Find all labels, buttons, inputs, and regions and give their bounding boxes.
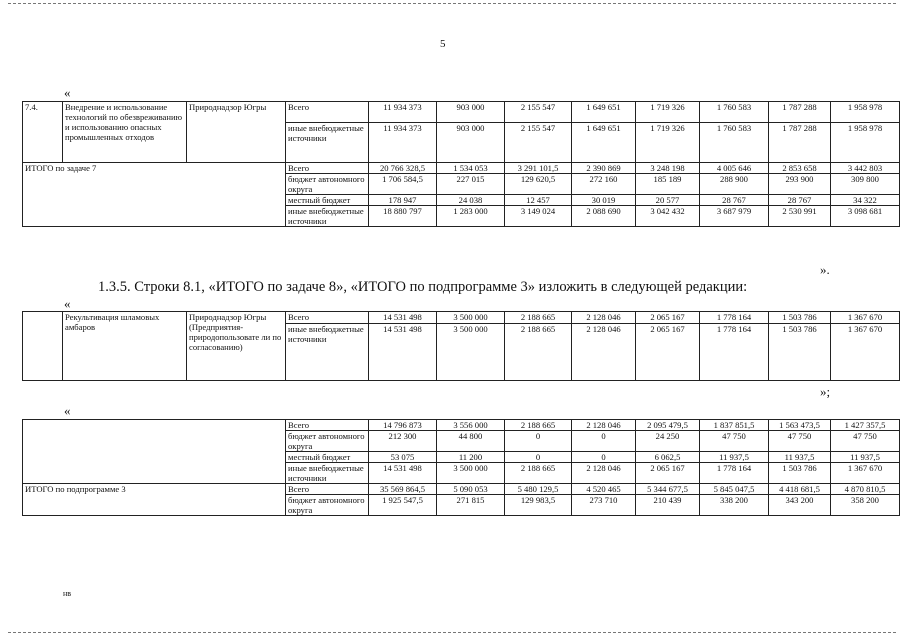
- value-cell: 5 845 047,5: [700, 484, 769, 495]
- value-cell: 1 503 786: [769, 463, 831, 484]
- value-cell: 0: [572, 452, 636, 463]
- value-cell: 2 088 690: [572, 206, 636, 227]
- value-cell: 1 534 053: [437, 163, 505, 174]
- value-cell: 2 128 046: [572, 324, 636, 381]
- value-cell: 2 128 046: [572, 312, 636, 324]
- total-title: ИТОГО по задаче 7: [23, 163, 286, 227]
- funding-source-label: иные внебюджетные источники: [286, 324, 369, 381]
- value-cell: 129 620,5: [505, 174, 572, 195]
- value-cell: 1 367 670: [831, 324, 900, 381]
- value-cell: 34 322: [831, 195, 900, 206]
- value-cell: 3 042 432: [636, 206, 700, 227]
- value-cell: 2 155 547: [505, 122, 572, 162]
- value-cell: 47 750: [700, 431, 769, 452]
- value-cell: 1 706 584,5: [369, 174, 437, 195]
- value-cell: 1 283 000: [437, 206, 505, 227]
- close-quote-1: ».: [820, 262, 830, 277]
- value-cell: 3 500 000: [437, 324, 505, 381]
- table-row: [23, 102, 900, 123]
- page-number: 5: [440, 38, 446, 50]
- value-cell: 3 291 101,5: [505, 163, 572, 174]
- value-cell: 11 937,5: [831, 452, 900, 463]
- value-cell: 3 500 000: [437, 463, 505, 484]
- value-cell: 11 934 373: [369, 102, 437, 123]
- funding-source-label: местный бюджет: [286, 452, 369, 463]
- table-row: [23, 484, 900, 495]
- value-cell: 47 750: [769, 431, 831, 452]
- value-cell: 0: [505, 431, 572, 452]
- funding-source-label: Всего: [286, 102, 369, 123]
- total-title: ИТОГО по подпрограмме 3: [23, 484, 286, 516]
- funding-source-label: Всего: [286, 163, 369, 174]
- value-cell: 2 188 665: [505, 463, 572, 484]
- section-heading: 1.3.5. Строки 8.1, «ИТОГО по задаче 8», «ИТОГО по подпрограмме 3» изложить в следующей редакции:: [98, 279, 748, 295]
- value-cell: 30 019: [572, 195, 636, 206]
- value-cell: 2 188 665: [505, 312, 572, 324]
- value-cell: 4 005 646: [700, 163, 769, 174]
- value-cell: 271 815: [437, 495, 505, 516]
- value-cell: 14 531 498: [369, 312, 437, 324]
- funding-source-label: бюджет автономного округа: [286, 174, 369, 195]
- value-cell: 4 870 810,5: [831, 484, 900, 495]
- value-cell: 1 760 583: [700, 122, 769, 162]
- value-cell: 18 880 797: [369, 206, 437, 227]
- value-cell: 1 778 164: [700, 312, 769, 324]
- value-cell: 343 200: [769, 495, 831, 516]
- value-cell: 288 900: [700, 174, 769, 195]
- value-cell: 1 367 670: [831, 312, 900, 324]
- footer-mark: нв: [63, 589, 72, 598]
- value-cell: 2 530 991: [769, 206, 831, 227]
- value-cell: 11 934 373: [369, 122, 437, 162]
- value-cell: 3 687 979: [700, 206, 769, 227]
- value-cell: 1 427 357,5: [831, 420, 900, 431]
- value-cell: 2 095 479,5: [636, 420, 700, 431]
- funding-source-label: местный бюджет: [286, 195, 369, 206]
- activity-name: Внедрение и использование технологий по обезвреживанию и использованию опасных промышленных отходов: [63, 102, 187, 163]
- table-row: [23, 163, 900, 174]
- value-cell: 1 719 326: [636, 102, 700, 123]
- value-cell: 358 200: [831, 495, 900, 516]
- value-cell: 2 065 167: [636, 312, 700, 324]
- open-quote-3: «: [64, 403, 71, 418]
- value-cell: 1 778 164: [700, 463, 769, 484]
- value-cell: 227 015: [437, 174, 505, 195]
- value-cell: 0: [572, 431, 636, 452]
- value-cell: 1 787 288: [769, 102, 831, 123]
- value-cell: 11 937,5: [769, 452, 831, 463]
- value-cell: 20 577: [636, 195, 700, 206]
- value-cell: 1 649 651: [572, 102, 636, 123]
- value-cell: 5 344 677,5: [636, 484, 700, 495]
- value-cell: 1 837 851,5: [700, 420, 769, 431]
- value-cell: 3 248 198: [636, 163, 700, 174]
- value-cell: 47 750: [831, 431, 900, 452]
- value-cell: 11 200: [437, 452, 505, 463]
- value-cell: 5 480 129,5: [505, 484, 572, 495]
- value-cell: 12 457: [505, 195, 572, 206]
- funding-source-label: иные внебюджетные источники: [286, 463, 369, 484]
- value-cell: 1 367 670: [831, 463, 900, 484]
- open-quote-2: «: [64, 296, 71, 311]
- value-cell: 1 778 164: [700, 324, 769, 381]
- value-cell: 1 503 786: [769, 312, 831, 324]
- value-cell: 2 065 167: [636, 463, 700, 484]
- value-cell: 3 500 000: [437, 312, 505, 324]
- value-cell: 35 569 864,5: [369, 484, 437, 495]
- total-title: [23, 420, 286, 484]
- value-cell: 1 787 288: [769, 122, 831, 162]
- value-cell: 1 925 547,5: [369, 495, 437, 516]
- value-cell: 14 531 498: [369, 463, 437, 484]
- value-cell: 1 760 583: [700, 102, 769, 123]
- value-cell: 903 000: [437, 102, 505, 123]
- value-cell: 11 937,5: [700, 452, 769, 463]
- table-reclamation: [22, 311, 900, 381]
- value-cell: 129 983,5: [505, 495, 572, 516]
- value-cell: 273 710: [572, 495, 636, 516]
- value-cell: 6 062,5: [636, 452, 700, 463]
- row-number: [23, 312, 63, 381]
- value-cell: 2 853 658: [769, 163, 831, 174]
- value-cell: 185 189: [636, 174, 700, 195]
- value-cell: 293 900: [769, 174, 831, 195]
- value-cell: 3 442 803: [831, 163, 900, 174]
- value-cell: 1 563 473,5: [769, 420, 831, 431]
- value-cell: 28 767: [700, 195, 769, 206]
- value-cell: 4 418 681,5: [769, 484, 831, 495]
- funding-source-label: Всего: [286, 420, 369, 431]
- value-cell: 53 075: [369, 452, 437, 463]
- value-cell: 309 800: [831, 174, 900, 195]
- value-cell: 210 439: [636, 495, 700, 516]
- value-cell: 14 531 498: [369, 324, 437, 381]
- funding-source-label: бюджет автономного округа: [286, 431, 369, 452]
- close-quote-2: »;: [820, 384, 831, 399]
- funding-source-label: иные внебюджетные источники: [286, 122, 369, 162]
- value-cell: 338 200: [700, 495, 769, 516]
- table-totals: [22, 419, 900, 516]
- table-task7: [22, 101, 900, 227]
- executor: Природнадзор Югры (Предприятия-природопользовате ли по согласованию): [187, 312, 286, 381]
- value-cell: 2 155 547: [505, 102, 572, 123]
- value-cell: 2 128 046: [572, 420, 636, 431]
- value-cell: 3 556 000: [437, 420, 505, 431]
- funding-source-label: Всего: [286, 484, 369, 495]
- value-cell: 4 520 465: [572, 484, 636, 495]
- value-cell: 20 766 328,5: [369, 163, 437, 174]
- table-row: [23, 312, 900, 324]
- value-cell: 3 149 024: [505, 206, 572, 227]
- value-cell: 2 390 869: [572, 163, 636, 174]
- value-cell: 2 128 046: [572, 463, 636, 484]
- value-cell: 903 000: [437, 122, 505, 162]
- value-cell: 3 098 681: [831, 206, 900, 227]
- value-cell: 14 796 873: [369, 420, 437, 431]
- value-cell: 2 065 167: [636, 324, 700, 381]
- value-cell: 2 188 665: [505, 324, 572, 381]
- activity-name: Рекультивация шламовых амбаров: [63, 312, 187, 381]
- value-cell: 1 958 978: [831, 122, 900, 162]
- value-cell: 1 958 978: [831, 102, 900, 123]
- value-cell: 2 188 665: [505, 420, 572, 431]
- value-cell: 5 090 053: [437, 484, 505, 495]
- open-quote-1: «: [64, 85, 71, 100]
- value-cell: 0: [505, 452, 572, 463]
- executor: Природнадзор Югры: [187, 102, 286, 163]
- funding-source-label: Всего: [286, 312, 369, 324]
- value-cell: 272 160: [572, 174, 636, 195]
- value-cell: 1 503 786: [769, 324, 831, 381]
- funding-source-label: бюджет автономного округа: [286, 495, 369, 516]
- table-row: [23, 420, 900, 431]
- value-cell: 1 719 326: [636, 122, 700, 162]
- row-number: 7.4.: [23, 102, 63, 163]
- value-cell: 24 250: [636, 431, 700, 452]
- funding-source-label: иные внебюджетные источники: [286, 206, 369, 227]
- scan-top-edge: [8, 3, 896, 4]
- value-cell: 212 300: [369, 431, 437, 452]
- value-cell: 28 767: [769, 195, 831, 206]
- scan-bottom-edge: [8, 632, 896, 633]
- value-cell: 24 038: [437, 195, 505, 206]
- value-cell: 178 947: [369, 195, 437, 206]
- value-cell: 1 649 651: [572, 122, 636, 162]
- value-cell: 44 800: [437, 431, 505, 452]
